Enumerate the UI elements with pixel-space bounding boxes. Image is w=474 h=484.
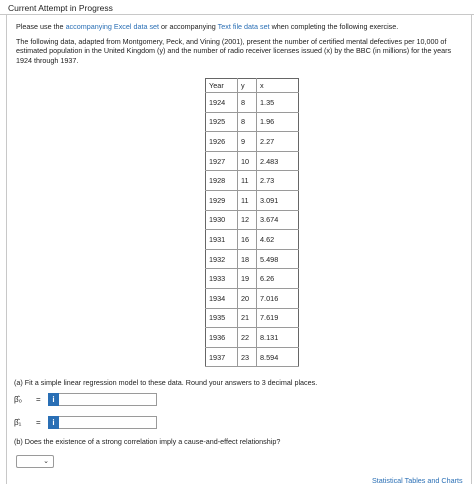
year-cell: 1930 — [209, 215, 226, 225]
table-row — [206, 347, 299, 367]
x-cell: 4.62 — [257, 230, 299, 250]
year-cell: 1929 — [209, 195, 226, 205]
table-row — [206, 230, 299, 250]
beta1-row — [14, 414, 157, 430]
year-cell: 1933 — [209, 274, 226, 284]
intro-middle: or accompanying — [159, 22, 218, 31]
table-row — [206, 132, 299, 152]
x-cell: 6.26 — [257, 269, 299, 289]
table-header-row — [206, 79, 299, 93]
x-cell: 5.498 — [257, 249, 299, 269]
y-cell: 10 — [238, 151, 257, 171]
text-data-link[interactable]: Text file data set — [217, 22, 270, 31]
beta1-equals: = — [36, 417, 41, 427]
y-cell: 22 — [238, 328, 257, 348]
table-row — [206, 190, 299, 210]
beta0-info-icon[interactable]: i — [48, 393, 59, 406]
x-cell: 1.96 — [257, 112, 299, 132]
beta1-input[interactable] — [59, 416, 157, 429]
y-cell: 18 — [238, 249, 257, 269]
chevron-down-icon: ⌄ — [43, 458, 49, 465]
y-cell: 19 — [238, 269, 257, 289]
statistical-tables-link[interactable]: Statistical Tables and Charts — [372, 476, 463, 484]
y-cell: 21 — [238, 308, 257, 328]
year-cell: 1925 — [209, 117, 226, 127]
question-a: (a) Fit a simple linear regression model to these data. Round your answers to 3 decimal places. — [14, 378, 318, 387]
x-cell: 8.131 — [257, 328, 299, 348]
x-cell: 7.619 — [257, 308, 299, 328]
intro-suffix: when completing the following exercise. — [269, 22, 399, 31]
x-cell: 8.594 — [257, 347, 299, 367]
table-row — [206, 112, 299, 132]
x-cell: 2.27 — [257, 132, 299, 152]
header-x: x — [257, 79, 299, 93]
table-row — [206, 249, 299, 269]
beta1-info-icon[interactable]: i — [48, 416, 59, 429]
header-y: y — [238, 79, 257, 93]
beta0-input[interactable] — [59, 393, 157, 406]
y-cell: 8 — [238, 112, 257, 132]
year-cell: 1935 — [209, 313, 226, 323]
table-row — [206, 210, 299, 230]
beta0-equals: = — [36, 394, 41, 404]
question-b: (b) Does the existence of a strong correlation imply a cause-and-effect relationship? — [14, 437, 281, 446]
beta0-label: β̂₀ — [14, 394, 22, 404]
x-cell: 3.091 — [257, 190, 299, 210]
y-cell: 16 — [238, 230, 257, 250]
year-cell: 1928 — [209, 176, 226, 186]
year-cell: 1924 — [209, 97, 226, 107]
cause-effect-select[interactable] — [16, 455, 54, 468]
header-year: Year — [209, 81, 224, 90]
year-cell: 1936 — [209, 332, 226, 342]
beta0-row — [14, 391, 157, 407]
year-cell: 1926 — [209, 136, 226, 146]
x-cell: 3.674 — [257, 210, 299, 230]
x-cell: 2.73 — [257, 171, 299, 191]
beta1-label: β̂₁ — [14, 417, 22, 427]
table-row — [206, 93, 299, 113]
x-cell: 2.483 — [257, 151, 299, 171]
problem-description: The following data, adapted from Montgomery, Peck, and Vining (2001), present the number of certified mental defectives per 10,000 of estimated population in the United Kingdom (y) and the number of radio receiver licenses issued (x) by the BBC (in millions) for the years 1924 through 1937. — [16, 37, 452, 65]
year-cell: 1927 — [209, 156, 226, 166]
x-cell: 7.016 — [257, 288, 299, 308]
table-row — [206, 171, 299, 191]
intro-prefix: Please use the — [16, 22, 66, 31]
y-cell: 11 — [238, 171, 257, 191]
y-cell: 8 — [238, 93, 257, 113]
year-cell: 1937 — [209, 352, 226, 362]
year-cell: 1931 — [209, 234, 226, 244]
y-cell: 20 — [238, 288, 257, 308]
page-title: Current Attempt in Progress — [8, 3, 113, 13]
y-cell: 9 — [238, 132, 257, 152]
year-cell: 1934 — [209, 293, 226, 303]
table-row — [206, 288, 299, 308]
intro-text — [16, 22, 461, 31]
y-cell: 12 — [238, 210, 257, 230]
table-row — [206, 269, 299, 289]
y-cell: 23 — [238, 347, 257, 367]
data-table — [205, 78, 299, 367]
table-row — [206, 328, 299, 348]
table-row — [206, 151, 299, 171]
x-cell: 1.35 — [257, 93, 299, 113]
year-cell: 1932 — [209, 254, 226, 264]
excel-data-link[interactable]: accompanying Excel data set — [65, 22, 160, 31]
table-row — [206, 308, 299, 328]
y-cell: 11 — [238, 190, 257, 210]
